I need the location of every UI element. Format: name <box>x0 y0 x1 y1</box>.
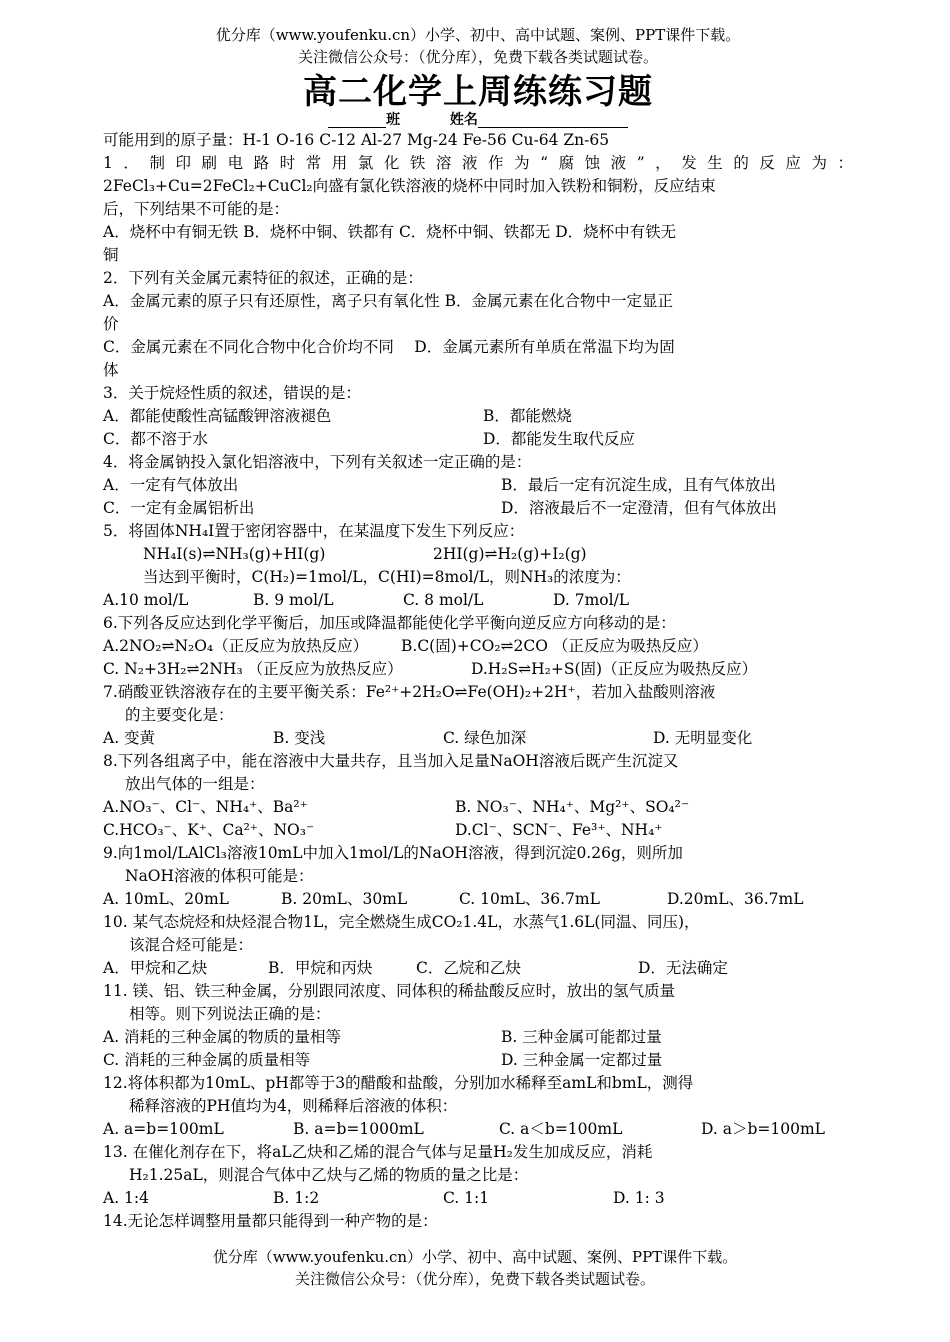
q5-option-a: A.10 mol/L <box>103 591 189 609</box>
q9-option-b: B. 20mL、30mL <box>281 890 408 908</box>
q10-options <box>103 957 853 980</box>
q12-option-d: D. a＞b=100mL <box>701 1120 825 1138</box>
q12-line-1: 12.将体积都为10mL、pH都等于3的醋酸和盐酸，分别加水稀释至amL和bmL，测得 <box>103 1074 694 1092</box>
q6-options-ab <box>103 635 853 658</box>
name-label: 姓名 <box>449 112 478 128</box>
class-name-line <box>103 112 853 128</box>
header-line-2: 关注微信公众号：（优分库），免费下载各类试题试卷。 <box>297 48 658 66</box>
q3-option-c: C．都不溶于水 <box>103 430 208 448</box>
q6-option-c: C. N₂+3H₂⇌2NH₃ （正反应为放热反应） <box>103 660 403 678</box>
q1-line-1: 1．制印刷电路时常用氯化铁溶液作为“腐蚀液”，发生的反应为： <box>103 154 853 172</box>
q12-line-2: 稀释溶液的PH值均为4，则稀释后溶液的体积： <box>129 1097 458 1115</box>
q4-options-ab <box>103 474 853 497</box>
q2-line-4: C．金属元素在不同化合物中化合价均不同 D．金属元素所有单质在常温下均为固 <box>103 338 675 356</box>
exam-title: 高二化学上周练练习题 <box>303 72 653 112</box>
q4-option-b: B．最后一定有沉淀生成，且有气体放出 <box>501 476 776 494</box>
q1-line-3: 后，下列结果不可能的是： <box>103 200 290 218</box>
q11-line-1: 11. 镁、铝、铁三种金属，分别跟同浓度、同体积的稀盐酸反应时，放出的氢气质量 <box>103 982 676 1000</box>
q8-option-d: D.Cl⁻、SCN⁻、Fe³⁺、NH₄⁺ <box>455 821 663 839</box>
q13-line-2: H₂1.25aL，则混合气体中乙炔与乙烯的物质的量之比是： <box>129 1166 529 1184</box>
q13-option-b: B. 1:2 <box>273 1189 320 1207</box>
q4-stem: 4．将金属钠投入氯化铝溶液中，下列有关叙述一定正确的是： <box>103 453 532 471</box>
q9-option-c: C. 10mL、36.7mL <box>459 890 600 908</box>
q11-options-cd <box>103 1049 853 1072</box>
q9-line-1: 9.向1mol/LAlCl₃溶液10mL中加入1mol/L的NaOH溶液，得到沉淀0.26g，则所加 <box>103 844 683 862</box>
q4-option-a: A．一定有气体放出 <box>103 476 239 494</box>
q6-option-a: A.2NO₂⇌N₂O₄（正反应为放热反应） <box>103 637 369 655</box>
q10-option-a: A．甲烷和乙炔 <box>103 959 208 977</box>
q8-option-c: C.HCO₃⁻、K⁺、Ca²⁺、NO₃⁻ <box>103 821 315 839</box>
q2-line-3: 价 <box>103 315 119 333</box>
q5-option-c: C. 8 mol/L <box>403 591 484 609</box>
q5-stem: 5．将固体NH₄I置于密闭容器中，在某温度下发生下列反应： <box>103 522 525 540</box>
q1-line-4: A．烧杯中有铜无铁 B．烧杯中铜、铁都有 C．烧杯中铜、铁都无 D．烧杯中有铁无 <box>103 223 677 241</box>
q12-option-c: C. a＜b=100mL <box>499 1120 623 1138</box>
q2-line-5: 体 <box>103 361 119 379</box>
q5-option-b: B. 9 mol/L <box>253 591 334 609</box>
q3-option-d: D．都能发生取代反应 <box>483 430 635 448</box>
header-line-1: 优分库（www.youfenku.cn）小学、初中、高中试题、案例、PPT课件下载。 <box>215 26 741 44</box>
q5-reaction-1: NH₄I(s)⇌NH₃(g)+HI(g) <box>143 545 326 563</box>
q10-option-b: B．甲烷和丙炔 <box>268 959 373 977</box>
q7-options <box>103 727 853 750</box>
q9-option-d: D.20mL、36.7mL <box>667 890 804 908</box>
page-header <box>103 24 853 68</box>
q4-option-c: C．一定有金属铝析出 <box>103 499 255 517</box>
q3-options-cd <box>103 428 853 451</box>
q6-options-cd <box>103 658 853 681</box>
q1-line-5: 铜 <box>103 246 119 264</box>
q10-line-1: 10. 某气态烷烃和炔烃混合物1L，完全燃烧生成CO₂1.4L，水蒸气1.6L(同温、同压)， <box>103 913 700 931</box>
q14-stem: 14.无论怎样调整用量都只能得到一种产物的是： <box>103 1212 438 1230</box>
q3-stem: 3．关于烷烃性质的叙述，错误的是： <box>103 384 361 402</box>
q13-options <box>103 1187 853 1210</box>
q8-options-ab <box>103 796 853 819</box>
q10-line-2: 该混合烃可能是： <box>129 936 254 954</box>
q5-reaction-2: 2HI(g)⇌H₂(g)+I₂(g) <box>433 545 587 563</box>
q13-option-c: C. 1:1 <box>443 1189 490 1207</box>
q11-option-a: A. 消耗的三种金属的物质的量相等 <box>103 1028 342 1046</box>
q12-option-a: A. a=b=100mL <box>103 1120 224 1138</box>
q3-options-ab <box>103 405 853 428</box>
q2-line-1: 2．下列有关金属元素特征的叙述，正确的是： <box>103 269 423 287</box>
q4-options-cd <box>103 497 853 520</box>
footer-line-1: 优分库（www.youfenku.cn）小学、初中、高中试题、案例、PPT课件下载。 <box>212 1248 738 1266</box>
q13-option-a: A. 1:4 <box>103 1189 149 1207</box>
q6-option-b: B.C(固)+CO₂⇌2CO （正反应为吸热反应） <box>401 637 708 655</box>
atomic-masses: 可能用到的原子量：H-1 O-16 C-12 Al-27 Mg-24 Fe-56 Cu-64 Zn-65 <box>103 131 610 149</box>
q11-option-c: C. 消耗的三种金属的质量相等 <box>103 1051 311 1069</box>
class-label: 班 <box>386 112 401 128</box>
q7-option-b: B. 变浅 <box>273 729 326 747</box>
q4-option-d: D．溶液最后不一定澄清，但有气体放出 <box>501 499 777 517</box>
q9-option-a: A. 10mL、20mL <box>103 890 229 908</box>
q8-line-2: 放出气体的一组是： <box>125 775 265 793</box>
q7-option-a: A. 变黄 <box>103 729 156 747</box>
footer-line-2: 关注微信公众号：（优分库），免费下载各类试题试卷。 <box>294 1270 655 1288</box>
q3-option-a: A．都能使酸性高锰酸钾溶液褪色 <box>103 407 332 425</box>
q5-reactions <box>103 543 853 566</box>
q11-option-b: B. 三种金属可能都过量 <box>501 1028 662 1046</box>
q8-option-a: A.NO₃⁻、Cl⁻、NH₄⁺、Ba²⁺ <box>103 798 308 816</box>
q3-option-b: B．都能燃烧 <box>483 407 572 425</box>
q11-line-2: 相等。则下列说法正确的是： <box>129 1005 331 1023</box>
class-blank <box>328 113 386 128</box>
q7-option-c: C. 绿色加深 <box>443 729 527 747</box>
exam-body <box>103 129 853 1233</box>
q7-option-d: D. 无明显变化 <box>653 729 753 747</box>
q8-option-b: B. NO₃⁻、NH₄⁺、Mg²⁺、SO₄²⁻ <box>455 798 690 816</box>
q5-option-d: D. 7mol/L <box>553 591 630 609</box>
q6-stem: 6.下列各反应达到化学平衡后，加压或降温都能使化学平衡向逆反应方向移动的是： <box>103 614 676 632</box>
q13-option-d: D. 1: 3 <box>613 1189 665 1207</box>
q5-condition: 当达到平衡时，C(H₂)=1mol/L，C(HI)=8mol/L，则NH₃的浓度为： <box>143 568 631 586</box>
q2-line-2: A．金属元素的原子只有还原性，离子只有氧化性 B．金属元素在化合物中一定显正 <box>103 292 674 310</box>
q12-options <box>103 1118 853 1141</box>
q10-option-d: D．无法确定 <box>638 959 728 977</box>
q7-line-2: 的主要变化是： <box>125 706 234 724</box>
q5-options <box>103 589 853 612</box>
q9-options <box>103 888 853 911</box>
q8-options-cd <box>103 819 853 842</box>
q10-option-c: C．乙烷和乙炔 <box>416 959 521 977</box>
q13-line-1: 13. 在催化剂存在下，将aL乙炔和乙烯的混合气体与足量H₂发生加成反应，消耗 <box>103 1143 653 1161</box>
q9-line-2: NaOH溶液的体积可能是： <box>125 867 314 885</box>
q11-option-d: D. 三种金属一定都过量 <box>501 1051 663 1069</box>
q7-line-1: 7.硝酸亚铁溶液存在的主要平衡关系：Fe²⁺+2H₂O⇌Fe(OH)₂+2H⁺，若加入盐酸则溶液 <box>103 683 716 701</box>
q11-options-ab <box>103 1026 853 1049</box>
page-footer <box>0 1246 950 1290</box>
q8-line-1: 8.下列各组离子中，能在溶液中大量共存，且当加入足量NaOH溶液后既产生沉淀又 <box>103 752 679 770</box>
q12-option-b: B. a=b=1000mL <box>293 1120 424 1138</box>
q6-option-d: D.H₂S⇌H₂+S(固)（正反应为吸热反应） <box>471 660 758 678</box>
name-blank <box>478 113 628 128</box>
q1-line-2: 2FeCl₃+Cu=2FeCl₂+CuCl₂向盛有氯化铁溶液的烧杯中同时加入铁粉和铜粉，反应结束 <box>103 177 716 195</box>
exam-page <box>103 0 853 1233</box>
